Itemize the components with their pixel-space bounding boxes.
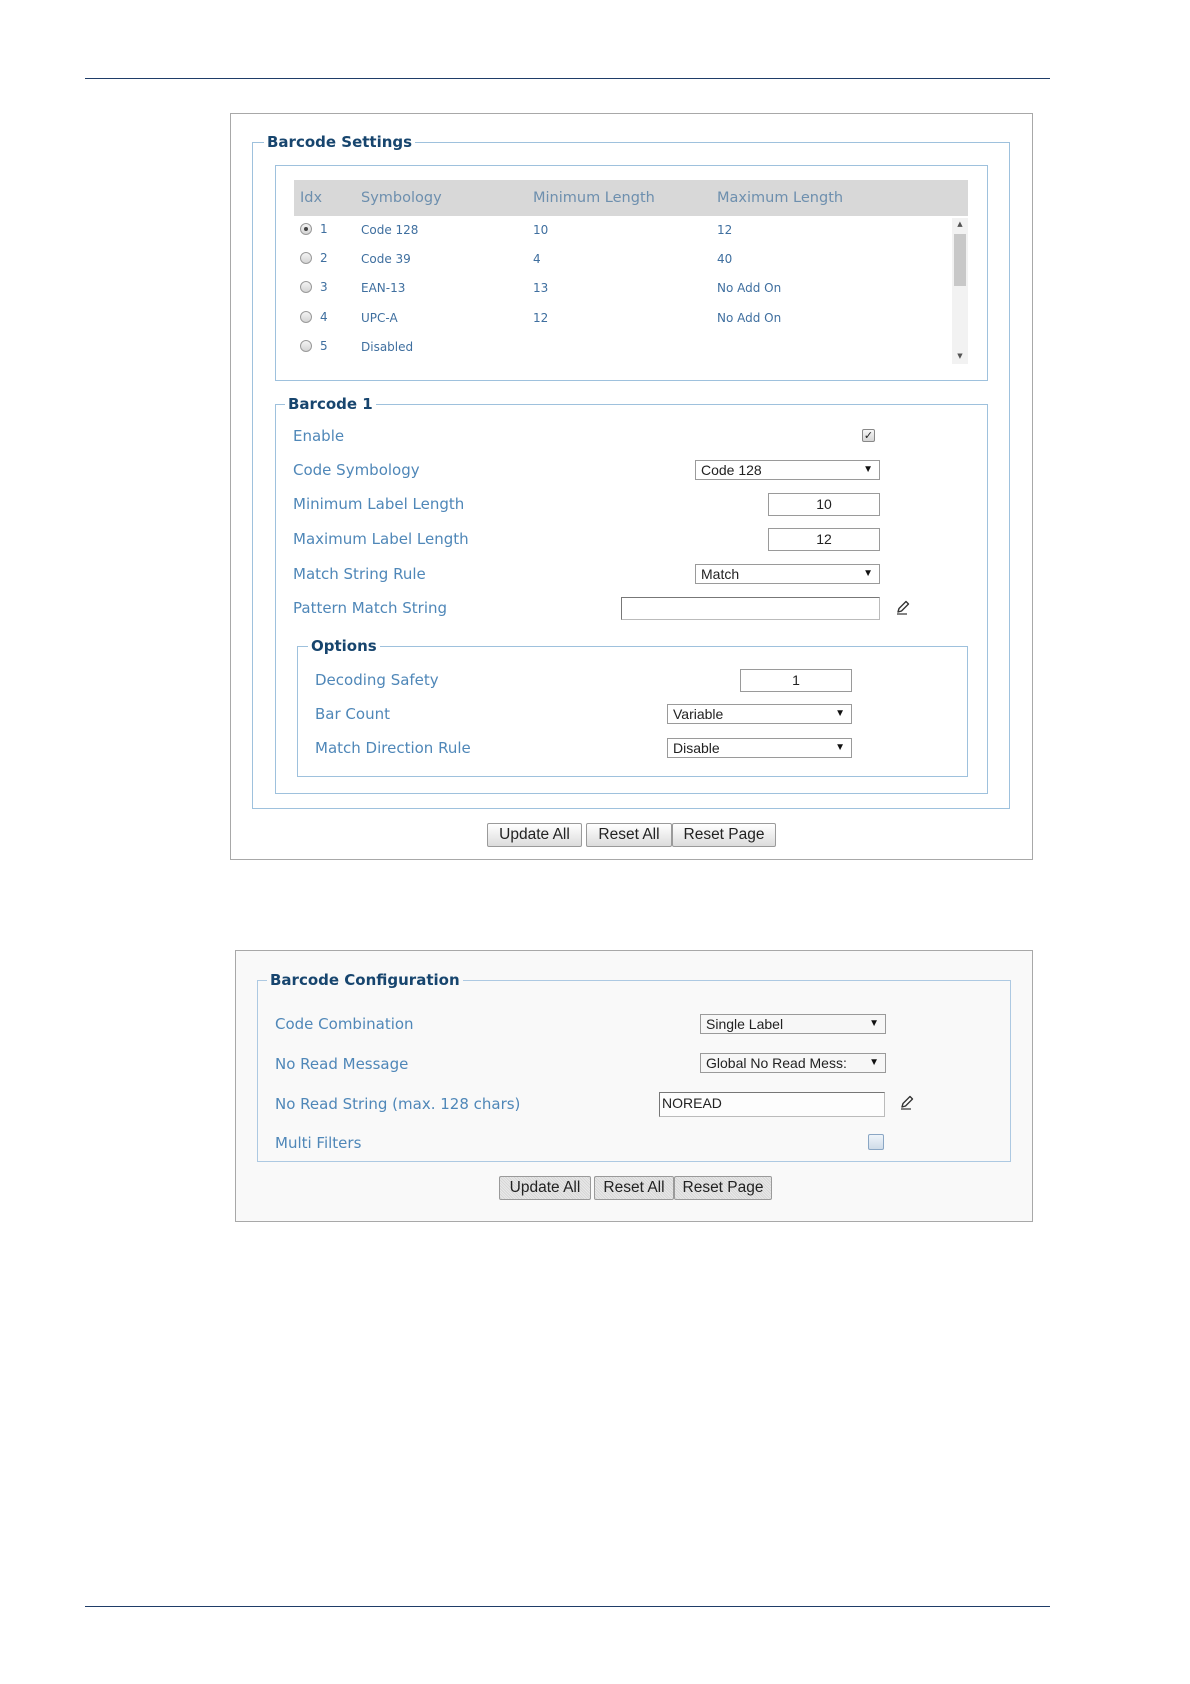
- row-symbology: Code 39: [361, 252, 411, 266]
- pencil-icon[interactable]: [895, 599, 911, 615]
- update-all-button[interactable]: Update All: [487, 823, 582, 847]
- code-symbology-value: Code 128: [701, 462, 762, 478]
- min-label-length-input[interactable]: 10: [768, 493, 880, 516]
- chevron-down-icon: ▼: [835, 708, 845, 719]
- code-symbology-select[interactable]: [695, 460, 880, 480]
- chevron-down-icon: ▼: [869, 1018, 879, 1029]
- header-idx: Idx: [300, 190, 323, 206]
- multi-filters-checkbox[interactable]: [868, 1134, 884, 1150]
- header-symbology: Symbology: [361, 190, 442, 206]
- options-title: Options: [308, 636, 380, 656]
- options-fieldset: [297, 637, 968, 777]
- match-string-rule-value: Match: [701, 566, 740, 582]
- scroll-down-arrow-icon[interactable]: ▼: [957, 352, 963, 360]
- enable-label: Enable: [293, 427, 345, 445]
- no-read-string-label: No Read String (max. 128 chars): [275, 1095, 521, 1113]
- header-min-length: Minimum Length: [533, 190, 655, 206]
- barcode-1-fieldset: [275, 395, 988, 794]
- reset-all-button[interactable]: Reset All: [586, 823, 672, 847]
- code-combination-label: Code Combination: [275, 1015, 414, 1033]
- no-read-message-select[interactable]: [700, 1053, 886, 1073]
- barcode-settings-panel: [230, 113, 1033, 860]
- row-max: No Add On: [717, 281, 782, 295]
- barcode-settings-fieldset: [252, 133, 1010, 809]
- barcode-configuration-title: Barcode Configuration: [267, 970, 463, 990]
- row-radio[interactable]: [300, 311, 312, 323]
- bar-count-value: Variable: [673, 706, 724, 722]
- row-idx: 1: [320, 222, 328, 236]
- min-label-length-label: Minimum Label Length: [293, 495, 465, 513]
- barcode-1-title: Barcode 1: [285, 394, 376, 414]
- barcode-settings-title: Barcode Settings: [264, 132, 415, 152]
- row-min: 10: [533, 223, 549, 237]
- row-radio[interactable]: [300, 340, 312, 352]
- row-max: No Add On: [717, 311, 782, 325]
- code-combination-value: Single Label: [706, 1016, 784, 1032]
- match-direction-rule-select[interactable]: [667, 738, 852, 758]
- code-combination-select[interactable]: [700, 1014, 886, 1034]
- row-min: 12: [533, 311, 549, 325]
- header-max-length: Maximum Length: [717, 190, 844, 206]
- reset-page-button[interactable]: Reset Page: [674, 1176, 772, 1200]
- row-max: 12: [717, 223, 733, 237]
- no-read-string-input[interactable]: NOREAD: [659, 1092, 885, 1117]
- row-radio[interactable]: [300, 252, 312, 264]
- row-symbology: EAN-13: [361, 281, 406, 295]
- pencil-icon[interactable]: [899, 1094, 915, 1110]
- row-radio[interactable]: [300, 281, 312, 293]
- scroll-up-arrow-icon[interactable]: ▲: [957, 220, 963, 228]
- max-label-length-label: Maximum Label Length: [293, 530, 469, 548]
- table-header: [294, 180, 968, 216]
- match-direction-rule-value: Disable: [673, 740, 720, 756]
- decoding-safety-label: Decoding Safety: [315, 671, 439, 689]
- scroll-thumb[interactable]: [954, 234, 966, 286]
- table-scrollbar[interactable]: [952, 218, 968, 364]
- match-string-rule-select[interactable]: [695, 564, 880, 584]
- pattern-match-string-label: Pattern Match String: [293, 599, 448, 617]
- bottom-rule: [85, 1606, 1050, 1607]
- update-all-button[interactable]: Update All: [499, 1176, 591, 1200]
- chevron-down-icon: ▼: [863, 464, 873, 475]
- row-symbology: Code 128: [361, 223, 419, 237]
- multi-filters-label: Multi Filters: [275, 1134, 362, 1152]
- row-max: 40: [717, 252, 733, 266]
- decoding-safety-input[interactable]: 1: [740, 669, 852, 692]
- no-read-message-value: Global No Read Mess:: [706, 1055, 847, 1071]
- row-radio[interactable]: [300, 223, 312, 235]
- chevron-down-icon: ▼: [869, 1057, 879, 1068]
- row-symbology: UPC-A: [361, 311, 398, 325]
- enable-checkbox[interactable]: ✓: [863, 429, 874, 442]
- barcode-configuration-panel: [235, 950, 1033, 1222]
- match-direction-rule-label: Match Direction Rule: [315, 739, 471, 757]
- row-idx: 2: [320, 251, 328, 265]
- pattern-match-string-input[interactable]: [621, 597, 880, 620]
- reset-all-button[interactable]: Reset All: [594, 1176, 674, 1200]
- row-idx: 4: [320, 310, 328, 324]
- code-symbology-label: Code Symbology: [293, 461, 420, 479]
- row-symbology: Disabled: [361, 340, 414, 354]
- symbology-table-box: [275, 165, 988, 381]
- row-idx: 5: [320, 339, 328, 353]
- chevron-down-icon: ▼: [863, 568, 873, 579]
- row-min: 4: [533, 252, 541, 266]
- reset-page-button[interactable]: Reset Page: [672, 823, 776, 847]
- max-label-length-input[interactable]: 12: [768, 528, 880, 551]
- bar-count-select[interactable]: [667, 704, 852, 724]
- chevron-down-icon: ▼: [835, 742, 845, 753]
- top-rule: [85, 78, 1050, 79]
- row-idx: 3: [320, 280, 328, 294]
- barcode-configuration-fieldset: [257, 971, 1011, 1162]
- no-read-message-label: No Read Message: [275, 1055, 409, 1073]
- row-min: 13: [533, 281, 549, 295]
- match-string-rule-label: Match String Rule: [293, 565, 426, 583]
- bar-count-label: Bar Count: [315, 705, 390, 723]
